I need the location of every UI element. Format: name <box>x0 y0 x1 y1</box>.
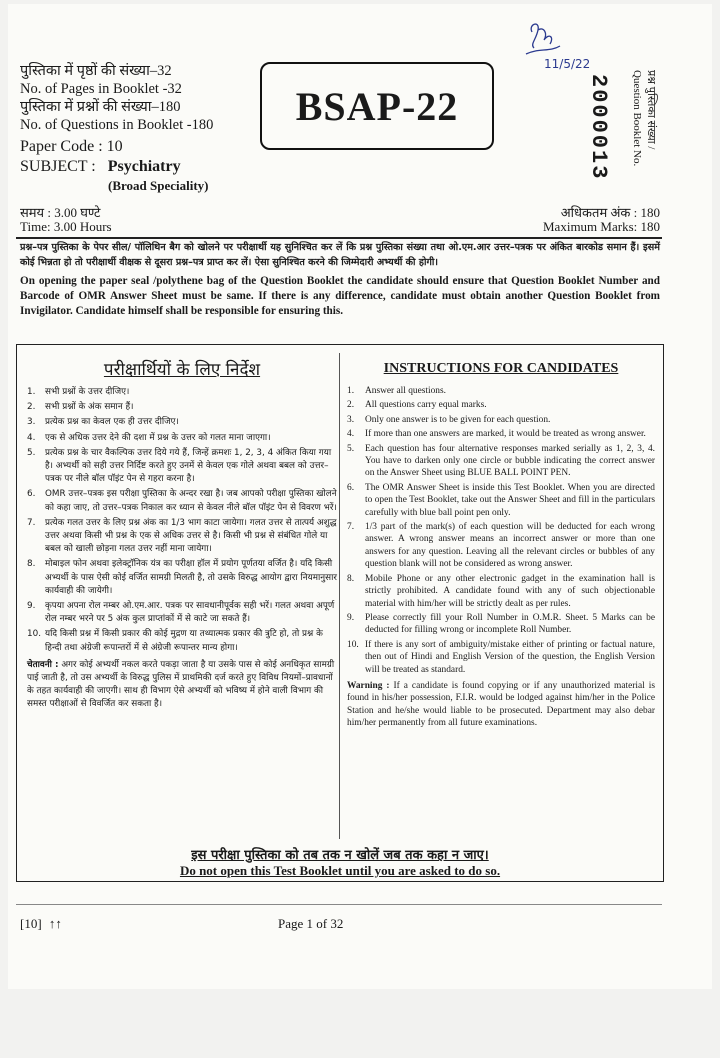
instruction-text: प्रत्येक प्रश्न का केवल एक ही उत्तर दीजिए। <box>45 417 179 428</box>
instruction-item <box>27 386 337 399</box>
instruction-item <box>347 612 655 637</box>
warning-english-text: If a candidate is found copying or if any unauthorized material is found in his/her possession, F.I.R. would be lodged against him/her in the Police Station and he/she would liable to be prosecuted. Department may also debar him/her permanently from all future examinations. <box>347 680 655 729</box>
subject-row <box>20 158 181 176</box>
instruction-number: 4. <box>347 429 355 440</box>
instruction-item <box>347 573 655 610</box>
instruction-number: 7. <box>347 522 355 533</box>
instruction-number: 9. <box>347 612 355 623</box>
instruction-text: If more than one answers are marked, it would be treated as wrong answer. <box>365 429 646 440</box>
seal-notice-hindi: प्रश्न–पत्र पुस्तिका के पेपर सील/ पॉलिथिन बैग को खोलने पर परीक्षार्थी यह सुनिश्चित कर लें कि प्रश्न पुस्तिका संख्या तथा ओ.एम.आर उत्तर–पत्रक पर अंकित बारकोड समान हैं। इसमें कोई भिन्नता हो तो परीक्षार्थी वीक्षक से दूसरा प्रश्न–पत्र प्राप्त कर लें। ऐसा सुनिश्चित करने की जिम्मेदारी अभ्यर्थी की होगी। <box>20 242 660 268</box>
instruction-number: 8. <box>347 573 355 584</box>
instructions-box <box>16 344 664 882</box>
instruction-text: 1/3 part of the mark(s) of each question will be deducted for each wrong answer. A wrong answer means an incorrect answer or more than one answers for any question. Leaving all the relevant circles or bubbles of any question blank will not be considered as wrong answer. <box>365 522 655 570</box>
instruction-item <box>347 385 655 397</box>
paper-code: Paper Code : 10 <box>20 138 123 155</box>
instruction-number: 2. <box>347 400 355 411</box>
booklet-serial-number: 2000013 <box>586 74 611 181</box>
instruction-number: 1. <box>347 386 355 396</box>
instruction-item <box>27 432 337 445</box>
instruction-item <box>347 428 655 440</box>
do-not-open-english: Do not open this Test Booklet until you are asked to do so. <box>179 863 501 878</box>
instruction-text: The OMR Answer Sheet is inside this Test Booklet. When you are directed to open the Test Booklet, take out the Answer Sheet and fill in the particulars carefully with blue ball point pen only. <box>365 482 655 518</box>
warning-hindi-text: अगर कोई अभ्यर्थी नकल करते पकड़ा जाता है या उसके पास से कोई अनधिकृत सामग्री पाई जाती है, तो उस अभ्यर्थी के विरुद्ध पुलिस में प्राथमिकी दर्ज करते हुए विविध नियमों–प्रावधानों के तहत कार्यवाही की जाएगी। साथ ही विभाग ऐसे अभ्यर्थी को भविष्य में होने वाली विभाग की समस्त परीक्षाओं से विवर्जित कर सकता है। <box>27 659 335 710</box>
warning-english-label: Warning : <box>347 680 390 691</box>
instruction-item <box>27 488 337 514</box>
instruction-text: Please correctly fill your Roll Number in O.M.R. Sheet. 5 Marks can be deducted for filling wrong or incomplete Roll Number. <box>365 612 655 636</box>
page-number: Page 1 of 32 <box>278 916 344 931</box>
instructions-hindi <box>27 357 337 712</box>
instruction-text: Mobile Phone or any other electronic gadget in the examination hall is strictly prohibited. A candidate found with any of such objectionable material with him/her will be strictly dealt as per rules. <box>365 573 655 609</box>
max-marks-english: Maximum Marks: 180 <box>543 219 660 234</box>
instruction-text: Answer all questions. <box>365 386 446 396</box>
instruction-item <box>27 447 337 487</box>
instruction-text: प्रत्येक गलत उत्तर के लिए प्रश्न अंक का 1/3 भाग काटा जायेगा। गलत उत्तर से तात्पर्य अशुद्ध उत्तर अथवा किसी भी प्रश्न के एक से अधिक उत्तर से है। किसी भी प्रश्न से संबंधित गोले या बबल को खाली छोड़ना गलत उत्तर नहीं माना जायेगा। <box>45 517 337 555</box>
instruction-number: 5. <box>347 443 355 454</box>
instruction-item <box>347 443 655 480</box>
up-arrows-icon: ↑↑ <box>48 916 62 931</box>
instructions-english-list <box>347 385 655 676</box>
instructions-english-title: INSTRUCTIONS FOR CANDIDATES <box>383 361 619 376</box>
footer-code <box>20 916 62 932</box>
instruction-text: प्रत्येक प्रश्न के चार वैकल्पिक उत्तर दिये गये हैं, जिन्हें क्रमशः 1, 2, 3, 4 अंकित किया गया है। अभ्यर्थी को सही उत्तर निर्दिष्ट करते हुए उनमें से केवल एक गोले अथवा बबल को उत्तर–पत्रक पर नीले बॉल पॉइंट पेन से गहरा करना है। <box>45 447 332 485</box>
instruction-number: 8. <box>27 559 36 570</box>
warning-hindi <box>27 659 337 712</box>
handwritten-signature <box>520 18 590 74</box>
instruction-item <box>27 600 337 626</box>
instruction-text: सभी प्रश्नों के अंक समान हैं। <box>45 402 134 413</box>
instruction-number: 4. <box>27 432 36 443</box>
column-divider <box>339 353 340 839</box>
max-marks-hindi: अधिकतम अंक : 180 <box>560 205 660 220</box>
warning-hindi-label: चेतावनी : <box>27 659 59 670</box>
warning-english <box>347 680 655 730</box>
instruction-number: 2. <box>27 402 36 413</box>
instruction-text: All questions carry equal marks. <box>365 400 487 411</box>
instruction-item <box>27 558 337 598</box>
instruction-number: 6. <box>27 489 36 500</box>
instruction-text: एक से अधिक उत्तर देने की दशा में प्रश्न के उत्तर को गलत माना जाएगा। <box>45 432 271 443</box>
instruction-text: Only one answer is to be given for each question. <box>365 414 551 425</box>
do-not-open-hindi: इस परीक्षा पुस्तिका को तब तक न खोलें जब तक कहा न जाए। <box>191 848 489 863</box>
instruction-text: If there is any sort of ambiguity/mistake either of printing or factual nature, then out of Hindi and English Version of the question, the English Version will be treated as standard. <box>365 639 655 675</box>
instruction-item <box>27 401 337 414</box>
instruction-text: कृपया अपना रोल नम्बर ओ.एम.आर. पत्रक पर सावधानीपूर्वक सही भरें। गलत अथवा अपूर्ण रोल नम्बर भरने पर 5 अंक कुल प्राप्तांकों में से काटे जा सकते हैं। <box>45 601 335 625</box>
instruction-item <box>27 628 337 654</box>
seal-notice <box>20 240 660 323</box>
speciality: (Broad Speciality) <box>108 178 209 193</box>
instruction-number: 3. <box>347 414 355 425</box>
instructions-english <box>347 357 655 730</box>
pages-count-english: No. of Pages in Booklet -32 <box>20 81 182 97</box>
instruction-item <box>347 639 655 676</box>
instruction-text: मोबाइल फोन अथवा इलेक्ट्रॉनिक यंत्र का परीक्षा हॉल में प्रयोग पूर्णतया वर्जित है। यदि किसी अभ्यर्थी के पास ऐसी कोई वर्जित सामग्री मिलती है, तो उसके विरुद्ध आयोग द्वारा नियमानुसार कार्यवाही की जायेगी। <box>45 559 337 596</box>
seal-notice-english: On opening the paper seal /polythene bag of the Question Booklet the candidate should ensure that Question Booklet Number and Barcode of OMR Answer Sheet must be same. If there is any difference, candidate must obtain another Question Booklet from Invigilator. Candidate himself shall be responsible for ensuring this. <box>20 275 660 317</box>
instruction-number: 1. <box>27 387 36 397</box>
footer-divider <box>16 904 662 905</box>
questions-count-hindi: पुस्तिका में प्रश्नों की संख्या–180 <box>20 99 181 115</box>
booklet-code-box: BSAP-22 <box>260 62 494 150</box>
instruction-text: Each question has four alternative responses marked serially as 1, 2, 3, 4. You have to darken only one circle or bubble indicating the correct answer on the Answer Sheet using BLUE BALL POINT PEN. <box>365 443 655 479</box>
instruction-number: 3. <box>27 417 36 428</box>
instruction-number: 9. <box>27 601 36 612</box>
pages-count-hindi: पुस्तिका में पृष्ठों की संख्या–32 <box>20 63 172 79</box>
handwritten-date: 11/5/22 <box>544 57 590 71</box>
paper-code-footer: [10] <box>20 916 42 931</box>
booklet-cover-page <box>8 4 712 989</box>
instruction-item <box>347 482 655 519</box>
instruction-number: 6. <box>347 482 355 493</box>
serial-label-english: Question Booklet No. <box>631 70 643 167</box>
time-english: Time: 3.00 Hours <box>20 219 112 234</box>
serial-label-hindi: प्रश्न पुस्तिका संख्या / <box>645 70 657 150</box>
instructions-hindi-title: परीक्षार्थियों के लिए निर्देश <box>103 360 261 380</box>
instruction-item <box>27 517 337 557</box>
instruction-item <box>347 414 655 426</box>
subject-label: SUBJECT : <box>20 158 96 175</box>
instruction-text: यदि किसी प्रश्न में किसी प्रकार की कोई मुद्रण या तथ्यात्मक प्रकार की त्रुटि हो, तो प्रश्न के हिन्दी तथा अंग्रेजी रूपान्तरों में से अंग्रेजी रूपान्तर मान्य होगा। <box>45 629 323 653</box>
instruction-number: 10. <box>347 639 359 650</box>
instruction-text: OMR उत्तर–पत्रक इस परीक्षा पुस्तिका के अन्दर रखा है। जब आपको परीक्षा पुस्तिका खोलने को कहा जाए, तो उत्तर–पत्रक निकाल कर ध्यान से केवल नीले बॉल पॉइंट पेन से विवरण भरें। <box>45 489 337 513</box>
instruction-item <box>347 399 655 411</box>
divider <box>16 237 662 239</box>
instruction-item <box>27 416 337 429</box>
time-hindi: समय : 3.00 घण्टे <box>20 205 101 220</box>
instruction-text: सभी प्रश्नों के उत्तर दीजिए। <box>45 387 130 397</box>
subject-name: Psychiatry <box>107 158 181 175</box>
instruction-number: 7. <box>27 517 36 528</box>
instructions-hindi-list <box>27 386 337 655</box>
instruction-number: 10. <box>27 629 41 640</box>
questions-count-english: No. of Questions in Booklet -180 <box>20 117 214 133</box>
instruction-number: 5. <box>27 447 36 458</box>
instruction-item <box>347 521 655 571</box>
